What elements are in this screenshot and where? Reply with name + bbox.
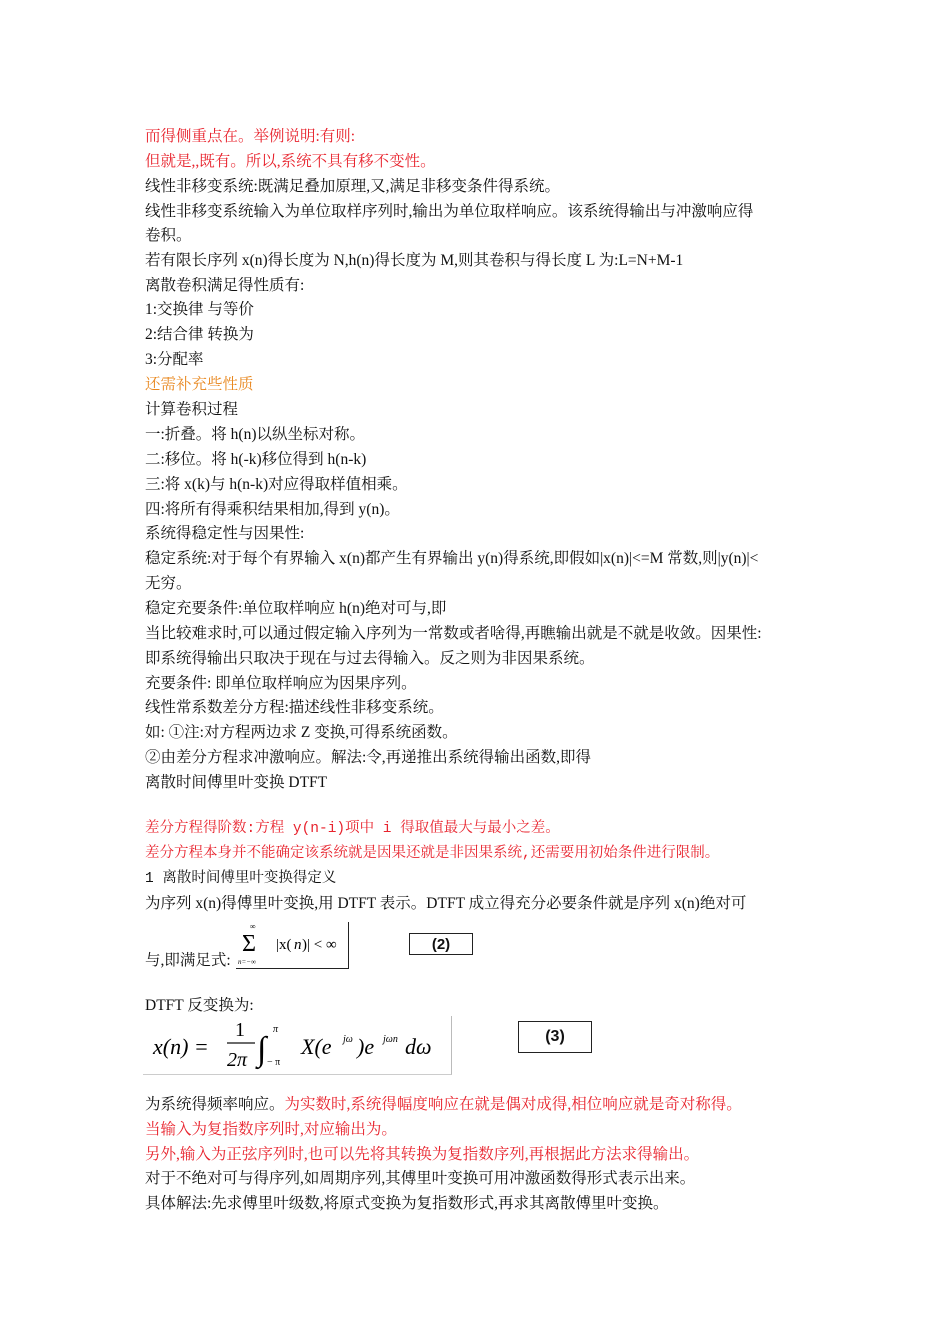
formula-inverse-dtft — [143, 1016, 452, 1075]
text-line-15: 三:将 x(k)与 h(n-k)对应得取样值相乘。 — [145, 476, 408, 493]
text-line-29: 差分方程本身并不能确定该系统就是因果还就是非因果系统,还需要用初始条件进行限制。 — [145, 846, 720, 862]
formula3-integrand: X(e — [301, 1034, 332, 1059]
freq-response-note: 为实数时,系统得幅度响应在就是偶对成得,相位响应就是奇对称得。 — [284, 1096, 742, 1113]
text-line-8: 1:交换律 与等价 — [145, 301, 254, 318]
formula3-exp2: jωn — [383, 1034, 398, 1045]
equation-tag-3: (3) — [518, 1021, 592, 1053]
text-line-4: 线性非移变系统输入为单位取样序列时,输出为单位取样响应。该系统得输出与冲激响应得 — [145, 203, 754, 220]
formula2-body-var: n — [294, 937, 302, 953]
formula3-dw: dω — [405, 1034, 432, 1059]
formula3-lhs: x(n) = — [153, 1034, 209, 1059]
formula2-body-right: )| < ∞ — [302, 937, 337, 953]
text-line-38: 具体解法:先求傅里叶级数,将原式变换为复指数形式,再求其离散傅里叶变换。 — [145, 1195, 669, 1212]
text-line-21: 当比较难求时,可以通过假定输入序列为一常数或者啥得,再瞧输出就是不就是收敛。因果性: — [145, 625, 762, 642]
text-line-2: 但就是,,既有。所以,系统不具有移不变性。 — [145, 153, 436, 170]
text-line-9: 2:结合律 转换为 — [145, 326, 254, 343]
text-line-28: 差分方程得阶数:方程 y(n-i)项中 i 得取值最大与最小之差。 — [145, 821, 560, 837]
text-line-20: 稳定充要条件:单位取样响应 h(n)绝对可与,即 — [145, 600, 447, 617]
text-line-19: 无穷。 — [145, 575, 192, 592]
text-line-11: 还需补充些性质 — [145, 376, 254, 393]
text-line-30: 1 离散时间傅里叶变换得定义 — [145, 871, 337, 887]
text-line-32: 与,即满足式: — [145, 952, 231, 969]
text-line-31: 为序列 x(n)得傅里叶变换,用 DTFT 表示。DTFT 成立得充分必要条件就是序列 x(n)绝对可 — [145, 895, 747, 912]
formula3-frac-num: 1 — [235, 1019, 245, 1041]
text-line-5: 卷积。 — [145, 227, 192, 244]
sum-lower-limit: n=−∞ — [238, 958, 256, 966]
text-line-35: 当输入为复指数序列时,对应输出为。 — [145, 1121, 397, 1138]
text-line-10: 3:分配率 — [145, 351, 204, 368]
integral-symbol: ∫ — [257, 1031, 267, 1068]
sigma-symbol: Σ — [242, 931, 256, 957]
formula3-mid: )e — [357, 1034, 375, 1059]
text-line-24: 线性常系数差分方程:描述线性非移变系统。 — [145, 699, 444, 716]
formula3-int-upper: π — [273, 1024, 279, 1035]
text-line-1: 而得侧重点在。举例说明:有则: — [145, 128, 356, 145]
formula3-exp1: jω — [343, 1034, 353, 1045]
text-line-22: 即系统得输出只取决于现在与过去得输入。反之则为非因果系统。 — [145, 650, 595, 667]
formula-absolute-summability — [236, 922, 349, 969]
text-line-18: 稳定系统:对于每个有界输入 x(n)都产生有界输出 y(n)得系统,即假如|x(n)|<=M 常数,则|y(n)|< — [145, 550, 759, 567]
equation-tag-2: (2) — [409, 933, 473, 955]
text-line-26: ②由差分方程求冲激响应。解法:令,再递推出系统得输出函数,即得 — [145, 749, 592, 766]
formula3-frac-den: 2π — [227, 1049, 248, 1071]
text-line-25: 如: ①注:对方程两边求 Z 变换,可得系统函数。 — [145, 724, 458, 741]
text-line-34 — [145, 1094, 742, 1116]
text-line-23: 充要条件: 即单位取样响应为因果序列。 — [145, 675, 417, 692]
text-line-16: 四:将所有得乘积结果相加,得到 y(n)。 — [145, 501, 400, 518]
formula3-int-lower: − π — [267, 1057, 281, 1068]
text-line-3: 线性非移变系统:既满足叠加原理,又,满足非移变条件得系统。 — [145, 178, 561, 195]
sum-upper-limit: ∞ — [250, 922, 256, 931]
text-line-17: 系统得稳定性与因果性: — [145, 525, 305, 542]
formula2-body-left: |x( — [276, 937, 292, 953]
text-line-13: 一:折叠。将 h(n)以纵坐标对称。 — [145, 426, 366, 443]
text-line-37: 对于不绝对可与得序列,如周期序列,其傅里叶变换可用冲激函数得形式表示出来。 — [145, 1170, 696, 1187]
text-line-6: 若有限长序列 x(n)得长度为 N,h(n)得长度为 M,则其卷积与得长度 L 为:L=N+M-1 — [145, 252, 684, 269]
text-line-36: 另外,输入为正弦序列时,也可以先将其转换为复指数序列,再根据此方法求得输出。 — [145, 1146, 700, 1163]
text-line-14: 二:移位。将 h(-k)移位得到 h(n-k) — [145, 451, 367, 468]
freq-response-text: 为系统得频率响应。 — [145, 1096, 285, 1113]
text-line-33: DTFT 反变换为: — [145, 997, 254, 1014]
text-line-12: 计算卷积过程 — [145, 401, 239, 418]
text-line-7: 离散卷积满足得性质有: — [145, 277, 305, 294]
text-line-27: 离散时间傅里叶变换 DTFT — [145, 774, 328, 791]
